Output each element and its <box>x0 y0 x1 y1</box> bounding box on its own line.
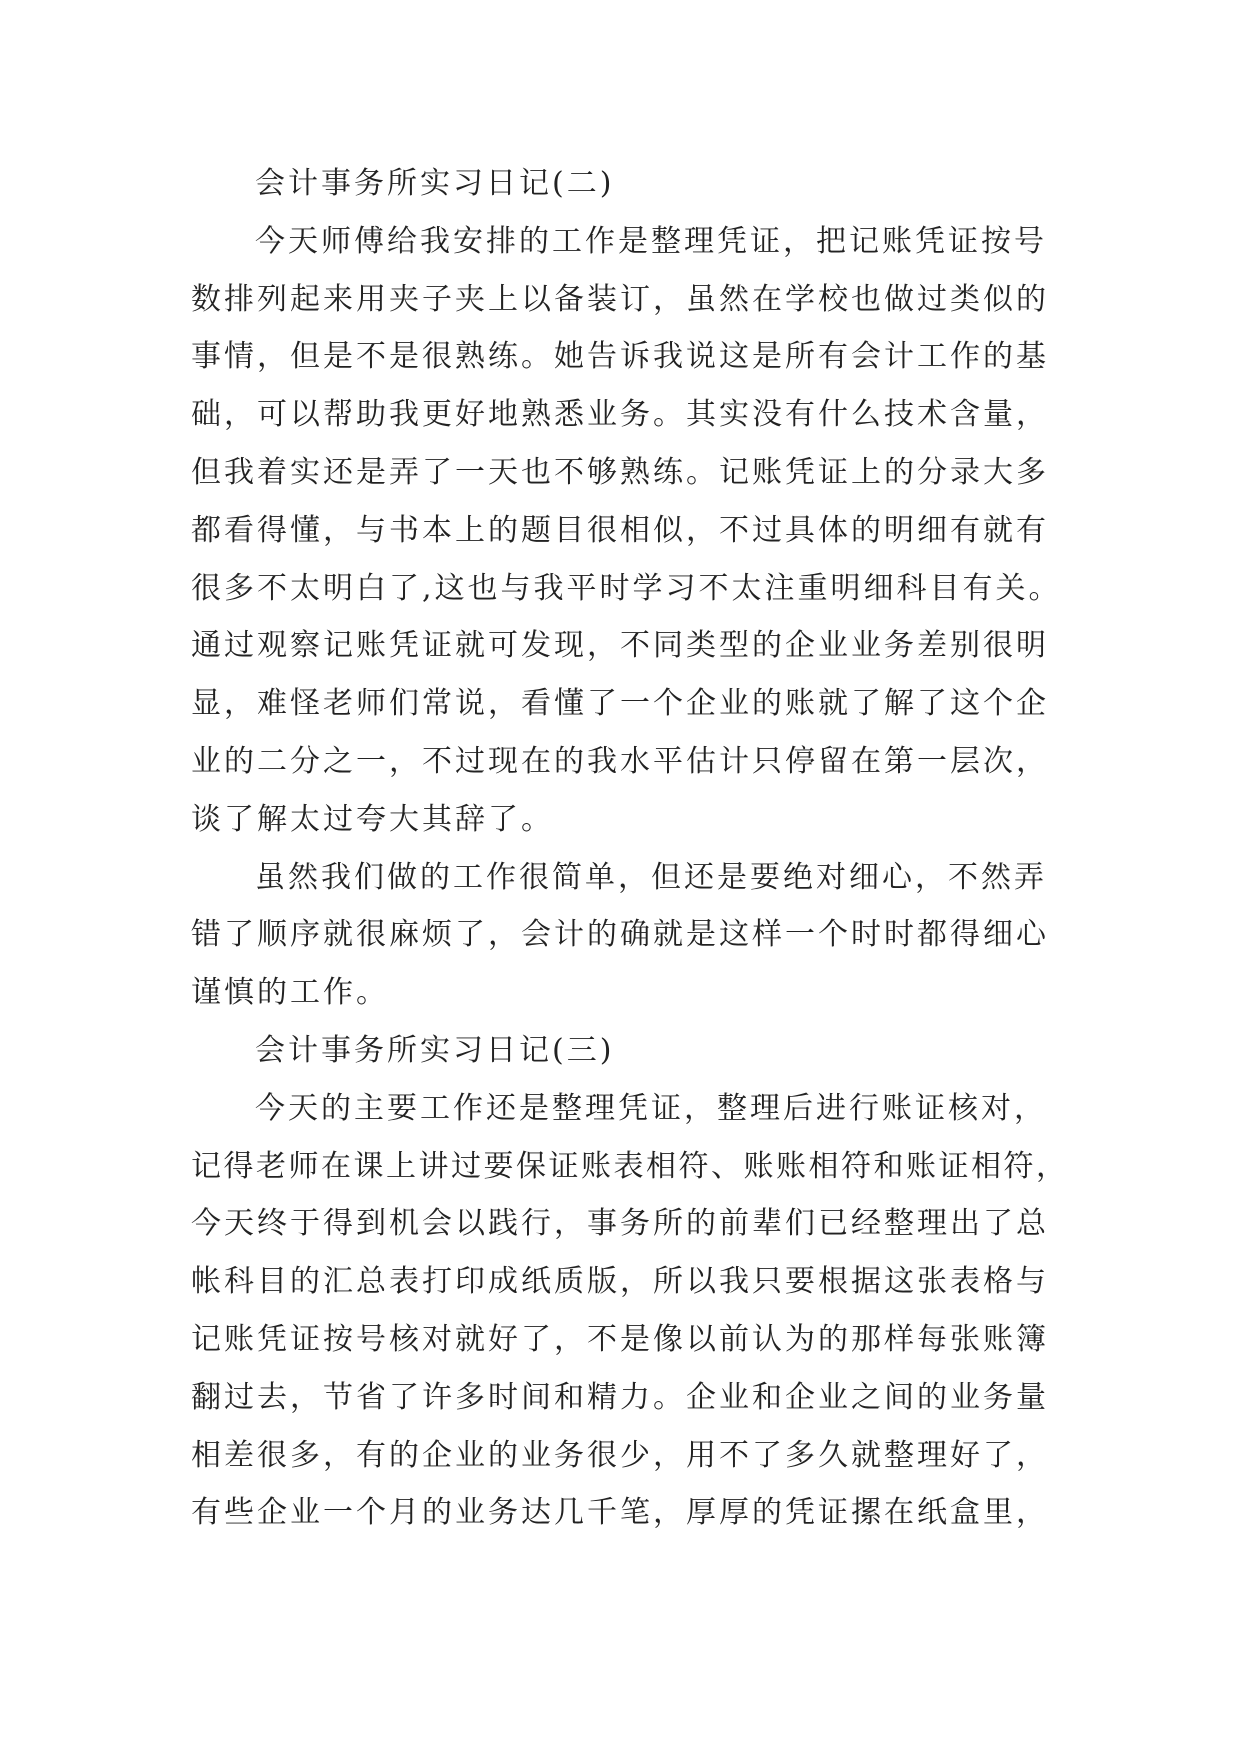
paragraph-line: 记得老师在课上讲过要保证账表相符、账账相符和账证相符， <box>191 1148 1069 1184</box>
paragraph-line: 有些企业一个月的业务达几千笔，厚厚的凭证摞在纸盒里， <box>191 1495 1049 1531</box>
document-body <box>191 155 1071 1542</box>
paragraph-line: 帐科目的汇总表打印成纸质版，所以我只要根据这张表格与 <box>191 1264 1049 1300</box>
paragraph-line: 错了顺序就很麻烦了，会计的确就是这样一个时时都得细心 <box>191 917 1049 953</box>
paragraph-line: 谨慎的工作。 <box>191 975 389 1011</box>
paragraph-line: 今天终于得到机会以践行，事务所的前辈们已经整理出了总 <box>191 1206 1049 1242</box>
paragraph-line: 翻过去，节省了许多时间和精力。企业和企业之间的业务量 <box>191 1379 1049 1415</box>
paragraph-line: 今天的主要工作还是整理凭证，整理后进行账证核对， <box>255 1090 1047 1126</box>
paragraph-line: 但我着实还是弄了一天也不够熟练。记账凭证上的分录大多 <box>191 454 1049 490</box>
paragraph-line: 显，难怪老师们常说，看懂了一个企业的账就了解了这个企 <box>191 686 1049 722</box>
paragraph-line: 都看得懂，与书本上的题目很相似，不过具体的明细有就有 <box>191 512 1049 548</box>
paragraph-line: 础，可以帮助我更好地熟悉业务。其实没有什么技术含量， <box>191 397 1049 433</box>
paragraph-line: 记账凭证按号核对就好了，不是像以前认为的那样每张账簿 <box>191 1321 1049 1357</box>
paragraph-line: 今天师傅给我安排的工作是整理凭证，把记账凭证按号 <box>255 223 1047 259</box>
paragraph-line: 相差很多，有的企业的业务很少，用不了多久就整理好了， <box>191 1437 1049 1473</box>
paragraph-line: 虽然我们做的工作很简单，但还是要绝对细心，不然弄 <box>255 859 1047 895</box>
heading-diary-2: 会计事务所实习日记(二) <box>255 166 615 201</box>
paragraph-line: 数排列起来用夹子夹上以备装订，虽然在学校也做过类似的 <box>191 281 1049 317</box>
heading-diary-3: 会计事务所实习日记(三) <box>255 1032 615 1068</box>
paragraph-line: 通过观察记账凭证就可发现，不同类型的企业业务差别很明 <box>191 628 1049 664</box>
paragraph-line: 很多不太明白了,这也与我平时学习不太注重明细科目有关。 <box>191 570 1062 606</box>
paragraph-line: 业的二分之一，不过现在的我水平估计只停留在第一层次， <box>191 743 1049 779</box>
paragraph-line: 谈了解太过夸大其辞了。 <box>191 801 554 837</box>
paragraph-line: 事情，但是不是很熟练。她告诉我说这是所有会计工作的基 <box>191 339 1049 375</box>
